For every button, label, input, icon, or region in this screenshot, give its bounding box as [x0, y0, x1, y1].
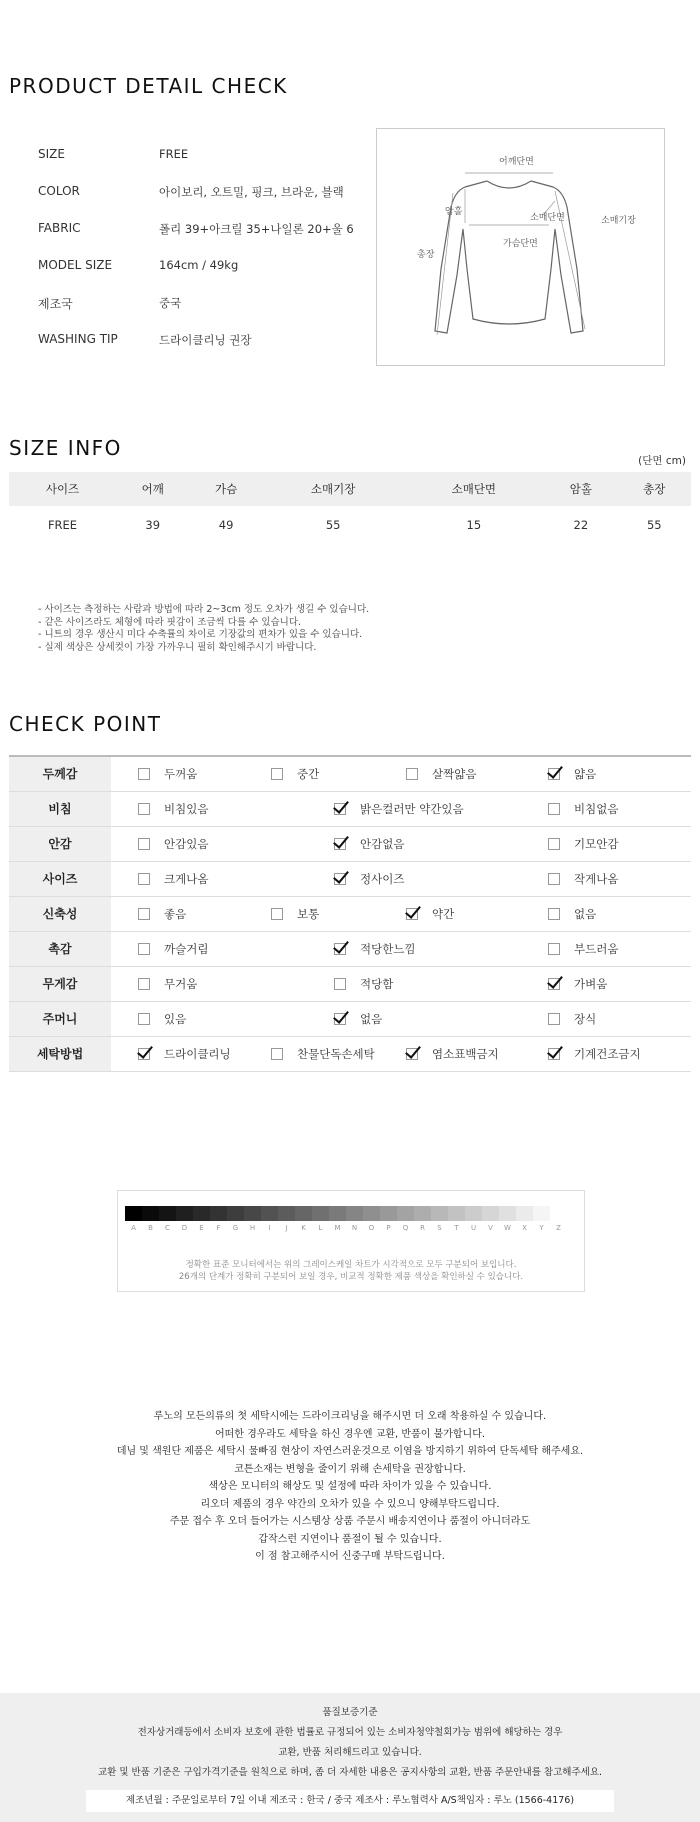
- check-option-label: 중간: [297, 767, 320, 781]
- check-row-label: 안감: [9, 826, 111, 861]
- grayscale-swatch: [465, 1206, 482, 1221]
- grayscale-letter: J: [285, 1224, 288, 1232]
- grayscale-letter: L: [318, 1224, 323, 1232]
- checkbox-empty-icon[interactable]: [271, 908, 283, 920]
- size-header-armhole: 암홀: [544, 472, 617, 506]
- checkbox-checked-icon[interactable]: [138, 1048, 150, 1060]
- grayscale-letter: K: [301, 1224, 306, 1232]
- grayscale-swatch: [227, 1206, 244, 1221]
- care-line: 이 점 참고해주시어 신중구매 부탁드립니다.: [255, 1551, 445, 1562]
- checkbox-empty-icon[interactable]: [138, 803, 150, 815]
- spec-value-color: 아이보리, 오트밀, 핑크, 브라운, 블랙: [159, 185, 344, 199]
- check-option[interactable]: [138, 766, 197, 782]
- footer-heading: 품질보증기준: [322, 1707, 378, 1718]
- care-line: 색상은 모니터의 해상도 및 설정에 따라 차이가 있을 수 있습니다.: [208, 1481, 492, 1492]
- size-note: - 같은 사이즈라도 체형에 따라 핏감이 조금씩 다를 수 있습니다.: [38, 616, 302, 628]
- check-option-label: 장식: [574, 1011, 597, 1026]
- grayscale-letter: U: [470, 1224, 477, 1232]
- check-option[interactable]: [271, 1046, 375, 1062]
- checkbox-empty-icon[interactable]: [548, 943, 560, 955]
- table-row: [9, 506, 691, 544]
- care-line: 데님 및 색원단 제품은 세탁시 물빠짐 현상이 자연스러운것으로 이염을 방지하기 위하여 단독세탁 해주세요.: [116, 1446, 584, 1457]
- check-option[interactable]: [138, 976, 197, 992]
- size-note: - 사이즈는 측정하는 사람과 방법에 따라 2~3cm 정도 오차가 생길 수 있습니다.: [38, 604, 370, 615]
- size-cell: 55: [646, 518, 662, 532]
- check-option[interactable]: [271, 906, 319, 922]
- spec-value-washing: 드라이클리닝 권장: [159, 333, 252, 347]
- diagram-label-shoulder: 어깨단면: [499, 157, 534, 167]
- spec-value-fabric: 폴리 39+아크릴 35+나일론 20+울 6: [159, 222, 354, 236]
- check-option[interactable]: [406, 906, 454, 922]
- checkbox-empty-icon[interactable]: [138, 908, 150, 920]
- grayscale-letter: S: [437, 1224, 442, 1232]
- diagram-label-sleeve-width: 소매단면: [530, 213, 565, 223]
- grayscale-swatch: [533, 1206, 550, 1221]
- checkbox-checked-icon[interactable]: [548, 768, 560, 780]
- checkbox-checked-icon[interactable]: [334, 873, 346, 885]
- grayscale-swatch: [244, 1206, 261, 1221]
- check-row-label: 두께감: [9, 756, 111, 791]
- grayscale-swatch: [295, 1206, 312, 1221]
- size-header-size: 사이즈: [9, 472, 116, 506]
- size-cell: 55: [325, 518, 341, 532]
- check-option-label: 좋음: [164, 906, 187, 921]
- grayscale-chart: [117, 1190, 585, 1292]
- table-row: [9, 1001, 691, 1036]
- grayscale-letter: I: [268, 1224, 271, 1232]
- check-option[interactable]: [334, 871, 404, 887]
- grayscale-swatch: [499, 1206, 516, 1221]
- size-info-title: SIZE INFO: [9, 436, 122, 460]
- grayscale-letter: V: [488, 1224, 493, 1232]
- checkbox-empty-icon[interactable]: [271, 1048, 283, 1060]
- checkbox-empty-icon[interactable]: [548, 873, 560, 885]
- table-row: [9, 756, 691, 791]
- size-cell: 22: [573, 518, 589, 532]
- table-row: [9, 931, 691, 966]
- check-option[interactable]: [334, 801, 464, 817]
- check-row-options: [111, 966, 691, 1001]
- grayscale-swatch: [380, 1206, 397, 1221]
- table-row: [9, 896, 691, 931]
- diagram-label-chest: 가슴단면: [503, 239, 538, 249]
- check-point-title: CHECK POINT: [9, 712, 162, 736]
- grayscale-letter: E: [199, 1224, 204, 1232]
- check-option-label: 드라이클리닝: [164, 1046, 231, 1061]
- check-row-label: 사이즈: [9, 861, 111, 896]
- size-notes: [38, 604, 369, 654]
- check-option-label: 부드러움: [574, 941, 619, 956]
- grayscale-letter: X: [522, 1224, 527, 1232]
- grayscale-swatch: [329, 1206, 346, 1221]
- care-line: 루노의 모든의류의 첫 세탁시에는 드라이크리닝을 해주시면 더 오래 착용하실 수 있습니다.: [153, 1411, 547, 1422]
- checkbox-empty-icon[interactable]: [138, 768, 150, 780]
- care-notice: [0, 1408, 700, 1566]
- checkbox-empty-icon[interactable]: [334, 978, 346, 990]
- size-header-total-length: 총장: [618, 472, 691, 506]
- check-row-options: [111, 756, 691, 791]
- checkbox-checked-icon[interactable]: [548, 978, 560, 990]
- grayscale-swatch: [193, 1206, 210, 1221]
- grayscale-swatch: [550, 1206, 567, 1221]
- grayscale-letter: P: [386, 1224, 391, 1232]
- spec-label-color: COLOR: [38, 184, 80, 198]
- check-option[interactable]: [548, 941, 618, 957]
- check-option[interactable]: [138, 871, 208, 887]
- check-row-label: 신축성: [9, 896, 111, 931]
- grayscale-swatch: [159, 1206, 176, 1221]
- check-row-options: [111, 791, 691, 826]
- checkbox-empty-icon[interactable]: [548, 838, 560, 850]
- size-header-chest: 가슴: [189, 472, 262, 506]
- check-option-label: 작게나옴: [574, 871, 619, 886]
- check-row-options: [111, 861, 691, 896]
- spec-label-model-size: MODEL SIZE: [38, 258, 113, 272]
- check-option-label: 없음: [360, 1011, 383, 1026]
- checkbox-checked-icon[interactable]: [334, 838, 346, 850]
- check-option-label: 얇음: [574, 767, 597, 781]
- checkbox-checked-icon[interactable]: [334, 943, 346, 955]
- table-row: [9, 826, 691, 861]
- check-option-label: 찬물단독손세탁: [297, 1046, 375, 1061]
- grayscale-swatch: [125, 1206, 142, 1221]
- checkbox-checked-icon[interactable]: [334, 1013, 346, 1025]
- check-option[interactable]: [406, 1046, 499, 1062]
- check-option[interactable]: [548, 1046, 641, 1062]
- check-row-options: [111, 826, 691, 861]
- check-option-label: 정사이즈: [360, 871, 405, 886]
- grayscale-swatch: [397, 1206, 414, 1221]
- diagram-label-sleeve-length: 소매기장: [601, 216, 636, 226]
- check-option-label: 크게나옴: [164, 871, 209, 886]
- grayscale-letter: O: [368, 1224, 375, 1232]
- checkbox-empty-icon[interactable]: [138, 943, 150, 955]
- size-header-shoulder: 어깨: [116, 472, 189, 506]
- check-option[interactable]: [334, 836, 404, 852]
- grayscale-swatch: [210, 1206, 227, 1221]
- footer-line: 교환, 반품 처리해드리고 있습니다.: [278, 1747, 422, 1758]
- check-row-options: [111, 931, 691, 966]
- checkbox-checked-icon[interactable]: [406, 1048, 418, 1060]
- grayscale-letter: B: [148, 1224, 153, 1232]
- size-cell: 39: [145, 518, 161, 532]
- grayscale-letter: N: [351, 1224, 358, 1232]
- size-note: - 실제 색상은 상세컷이 가장 가까우니 필히 확인해주시기 바랍니다.: [38, 641, 317, 653]
- checkbox-checked-icon[interactable]: [334, 803, 346, 815]
- check-row-options: [111, 1001, 691, 1036]
- grayscale-letter: A: [131, 1224, 136, 1232]
- size-cell: FREE: [47, 518, 78, 532]
- check-option-label: 밝은컬러만 약간있음: [360, 801, 464, 816]
- checkbox-empty-icon[interactable]: [138, 873, 150, 885]
- check-option[interactable]: [548, 836, 618, 852]
- size-cell: 15: [466, 518, 482, 532]
- grayscale-letters: [125, 1224, 567, 1232]
- grayscale-letter: H: [249, 1224, 256, 1232]
- checkbox-empty-icon[interactable]: [406, 768, 418, 780]
- care-line: 갑작스런 지연이나 품절이 될 수 있습니다.: [258, 1533, 442, 1545]
- grayscale-letter: Y: [539, 1224, 544, 1232]
- check-option-label: 안감없음: [360, 836, 405, 851]
- footer-line: 전자상거래등에서 소비자 보호에 관한 법률로 규정되어 있는 소비자청약철회가능 범위에 해당하는 경우: [137, 1727, 563, 1738]
- size-cell: 49: [218, 518, 234, 532]
- grayscale-swatch: [346, 1206, 363, 1221]
- grayscale-note-1: 정확한 표준 모니터에서는 위의 그레이스케일 차트가 시각적으로 모두 구분되어 보입니다.: [185, 1260, 517, 1270]
- spec-label-size: SIZE: [38, 147, 65, 161]
- check-option[interactable]: [548, 976, 607, 992]
- check-option-label: 살짝얇음: [432, 767, 477, 781]
- diagram-label-armhole: 암홀: [445, 207, 463, 217]
- check-option-label: 기계건조금지: [574, 1046, 641, 1061]
- checkbox-empty-icon[interactable]: [548, 1013, 560, 1025]
- spec-label-origin: 제조국: [38, 297, 73, 311]
- check-option[interactable]: [548, 801, 618, 817]
- size-header-sleeve-length: 소매기장: [263, 472, 404, 506]
- table-row: [9, 791, 691, 826]
- grayscale-letter: G: [232, 1224, 239, 1232]
- checkbox-empty-icon[interactable]: [548, 908, 560, 920]
- check-option[interactable]: [334, 1011, 382, 1027]
- grayscale-swatch: [312, 1206, 329, 1221]
- check-option-label: 가벼움: [574, 976, 608, 991]
- check-option-label: 안감있음: [164, 836, 209, 851]
- check-option-label: 비침있음: [164, 801, 209, 816]
- checkbox-checked-icon[interactable]: [406, 908, 418, 920]
- grayscale-swatch: [516, 1206, 533, 1221]
- checkbox-empty-icon[interactable]: [138, 1013, 150, 1025]
- manufacture-info: 제조년월 : 주문일로부터 7일 이내 제조국 : 한국 / 중국 제조사 : 루노협력사 A/S책임자 : 루노 (1566-4176): [86, 1790, 614, 1812]
- check-option-label: 적당함: [360, 976, 394, 991]
- size-header-sleeve-width: 소매단면: [403, 472, 544, 506]
- checkbox-empty-icon[interactable]: [138, 838, 150, 850]
- check-row-options: [111, 1036, 691, 1071]
- grayscale-letter: F: [216, 1224, 221, 1232]
- diagram-label-total-length: 총장: [417, 250, 435, 260]
- check-option-label: 적당한느낌: [360, 941, 416, 956]
- check-option[interactable]: [548, 1011, 596, 1027]
- check-option[interactable]: [406, 766, 476, 782]
- spec-value-model-size: 164cm / 49kg: [159, 258, 239, 272]
- checkbox-empty-icon[interactable]: [138, 978, 150, 990]
- check-option-label: 보통: [297, 906, 320, 921]
- grayscale-swatch: [363, 1206, 380, 1221]
- check-point-table: [9, 755, 691, 1072]
- checkbox-empty-icon[interactable]: [271, 768, 283, 780]
- check-option-label: 두꺼움: [164, 767, 198, 781]
- grayscale-letter: Q: [402, 1224, 409, 1232]
- check-option-label: 없음: [574, 906, 597, 921]
- grayscale-swatch: [414, 1206, 431, 1221]
- care-line: 코튼소재는 변형을 줄이기 위해 손세탁을 권장합니다.: [234, 1463, 466, 1475]
- table-row: [9, 861, 691, 896]
- grayscale-letter: Z: [556, 1224, 561, 1232]
- size-table-header-row: [9, 472, 691, 506]
- grayscale-swatch: [142, 1206, 159, 1221]
- check-option[interactable]: [138, 801, 208, 817]
- size-unit-label: (단면 cm): [638, 455, 686, 467]
- check-option[interactable]: [138, 906, 186, 922]
- grayscale-letter: D: [181, 1224, 188, 1232]
- checkbox-checked-icon[interactable]: [548, 1048, 560, 1060]
- footer-line: 교환 및 반품 기준은 구입가격기준을 원칙으로 하며, 좀 더 자세한 내용은 공지사항의 교환, 반품 주문안내를 참고해주세요.: [97, 1767, 603, 1778]
- grayscale-note-2: 26개의 단계가 정확히 구분되어 보일 경우, 비교적 정확한 제품 색상을 확인하실 수 있습니다.: [178, 1272, 524, 1282]
- check-option-label: 염소표백금지: [432, 1046, 499, 1061]
- footer-text: [0, 1703, 700, 1783]
- check-option-label: 약간: [432, 906, 455, 921]
- grayscale-swatches: [125, 1206, 567, 1221]
- check-option[interactable]: [334, 941, 416, 957]
- check-row-label: 주머니: [9, 1001, 111, 1036]
- spec-value-size: FREE: [159, 147, 189, 161]
- grayscale-letter: T: [454, 1224, 459, 1232]
- spec-value-origin: 중국: [159, 296, 182, 310]
- check-option[interactable]: [138, 836, 208, 852]
- check-option-label: 비침없음: [574, 801, 619, 816]
- check-option-label: 까슬거림: [164, 941, 209, 956]
- check-option-label: 무거움: [164, 976, 198, 991]
- check-option-label: 있음: [164, 1011, 187, 1026]
- size-note: - 니트의 경우 생산시 미다 수축률의 차이로 기장값의 편차가 있을 수 있습니다.: [38, 629, 363, 640]
- grayscale-swatch: [278, 1206, 295, 1221]
- check-option[interactable]: [138, 1011, 186, 1027]
- grayscale-swatch: [261, 1206, 278, 1221]
- check-option[interactable]: [548, 766, 596, 782]
- check-row-label: 촉감: [9, 931, 111, 966]
- care-line: 리오더 제품의 경우 약간의 오차가 있을 수 있으니 양해부탁드립니다.: [200, 1498, 500, 1510]
- grayscale-letter: W: [504, 1224, 511, 1232]
- grayscale-letter: C: [165, 1224, 170, 1232]
- grayscale-swatch: [176, 1206, 193, 1221]
- quality-guarantee-footer: [0, 1693, 700, 1822]
- grayscale-letter: R: [420, 1224, 425, 1232]
- check-option[interactable]: [548, 871, 618, 887]
- grayscale-swatch: [482, 1206, 499, 1221]
- check-option[interactable]: [334, 976, 393, 992]
- checkbox-empty-icon[interactable]: [548, 803, 560, 815]
- check-option-label: 기모안감: [574, 836, 619, 851]
- check-option[interactable]: [548, 906, 596, 922]
- product-detail-title: PRODUCT DETAIL CHECK: [9, 74, 288, 98]
- check-option[interactable]: [138, 941, 208, 957]
- table-row: [9, 1036, 691, 1071]
- care-line: 어떠한 경우라도 세탁을 하신 경우엔 교환, 반품이 불가합니다.: [214, 1428, 486, 1440]
- check-row-label: 무게감: [9, 966, 111, 1001]
- grayscale-swatch: [431, 1206, 448, 1221]
- measurement-diagram: [376, 128, 665, 366]
- check-row-options: [111, 896, 691, 931]
- table-row: [9, 966, 691, 1001]
- check-row-label: 비침: [9, 791, 111, 826]
- grayscale-swatch: [448, 1206, 465, 1221]
- size-table: [9, 472, 691, 544]
- check-option[interactable]: [138, 1046, 231, 1062]
- check-row-label: 세탁방법: [9, 1036, 111, 1071]
- spec-label-washing: WASHING TIP: [38, 332, 118, 346]
- spec-label-fabric: FABRIC: [38, 221, 81, 235]
- check-option[interactable]: [271, 766, 319, 782]
- care-line: 주문 접수 후 오더 들어가는 시스템상 상품 주문시 배송지연이나 품절이 아니더라도: [169, 1516, 531, 1527]
- grayscale-letter: M: [334, 1224, 341, 1232]
